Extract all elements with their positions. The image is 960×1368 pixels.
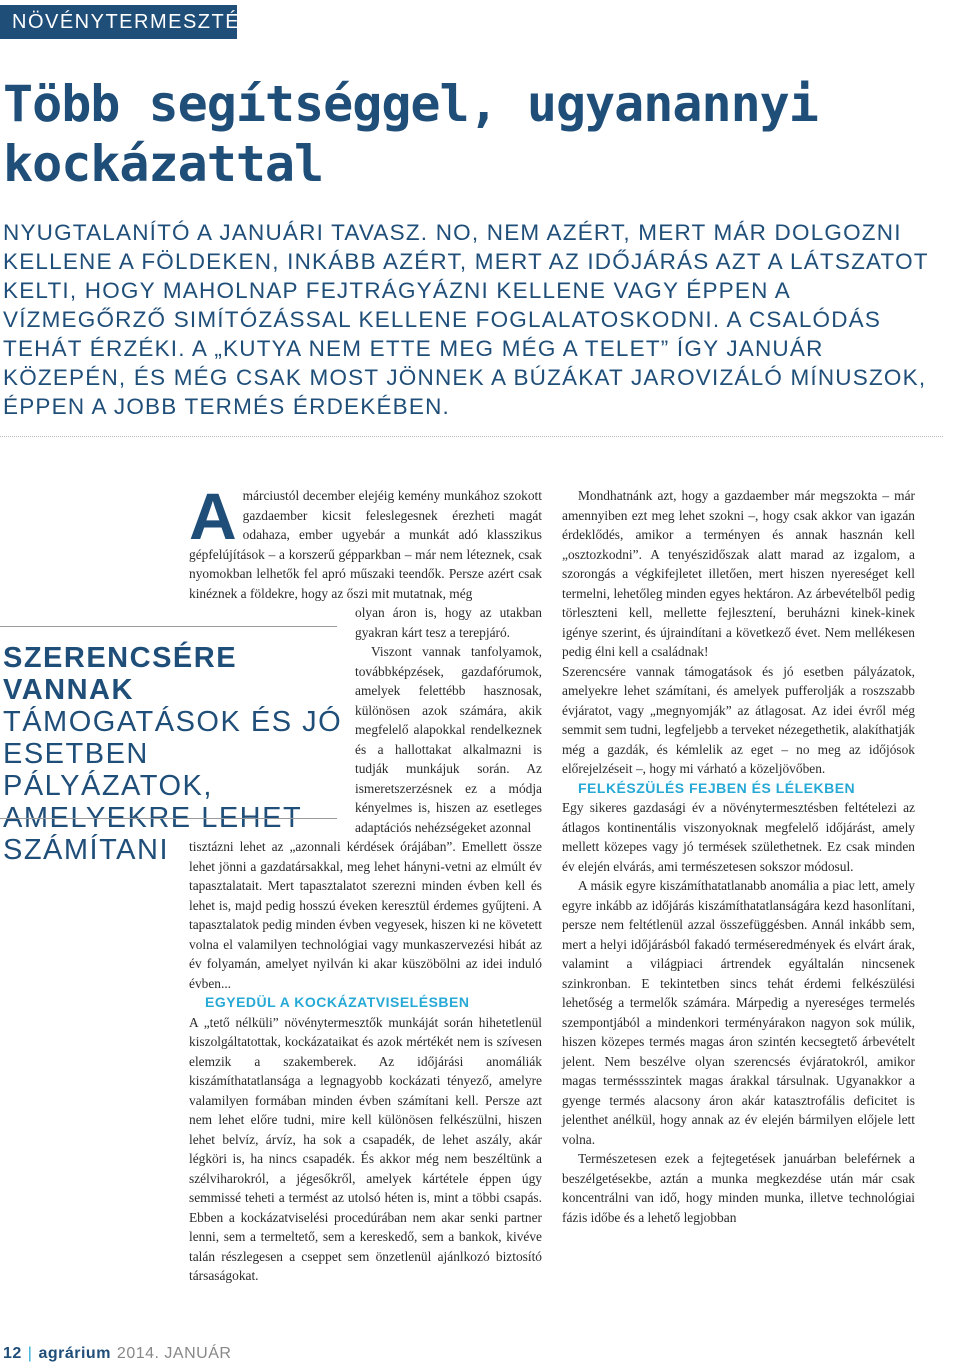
right-paragraph-1: Mondhatnánk azt, hogy a gazdaember már megszokta – már amennyiben ezt meg lehet szokni –, hogy csak akkor van igazán érdeklődés, amikor a terményen és annak hasznán kell „osztozkodni”. A tenyészidőszak alatt marad az izgalom, a szorongás a végkifejletet illetően, mert hiszen nyereséget kell termelni, lehetőleg minden egyes hektáron. Az árbevételből pedig törleszteni kell, mellette fejlesztení, beruházni kinek-kinek igénye szerint, és újraindítani a következő évet. Nem mellékesen pedig élni kell a családnak!: [562, 488, 915, 659]
subsection-2-paragraph-2: A másik egyre kiszámíthatatlanabb anomália a piac lett, amely egyre inkább az időjárás kiszámíthatatlanságára kezd hasonlítani, persze nem feltétlenül azzal összefüggésben. Annál inkább sem, mert a helyi időjárásból fakadó terméseredmények és elvárt árak, valamint a világpiaci ártrendek egyáltalán nincsenek szinkronban. E tekintetben sincs tehát érdemi felkészülési lehetőség a termelők számára. Márpedig a nyereséges termelés szempontjából a mindenkori terményárakon nagyon sok múlik, hiszen közepes termés magas áron szintén kecsegtető árbevételt jelent. Nem beszélve olyan szerencsés évjáratokról, amikor magas terméssszintek magas árakkal társulnak. Ugyanakkor a gyenge termés alacsony áron akár katasztrofális deficitet is jelenthet anélkül, hogy annak az év elején bármilyen előjele lett volna.: [562, 878, 915, 1147]
pull-quote-bottom-rule: [0, 818, 337, 819]
intro-paragraph: márciustól december elejéig kemény munkához szokott gazdaember kicsit feleslegesnek érezheti magát odahaza, ember ugyebár a munkát adó klasszikus gépfelújítások – a korszerű gépparkban – már nem léteznek, csak nyomokban lelhetők fel apró műszaki teendők. Persze azért csak kinéznek a földekre, hogy az őszi mit mutatnak, még: [189, 488, 542, 601]
subheading-2: FELKÉSZÜLÉS FEJBEN ÉS LÉLEKBEN: [578, 779, 856, 796]
section-tag: NÖVÉNYTERMESZTÉS: [0, 5, 237, 39]
pull-quote: [3, 642, 348, 866]
footer-separator: |: [27, 1345, 33, 1362]
wrap-paragraph-2: Viszont vannak tanfolyamok, továbbképzések, gazdafórumok, amelyek felettébb hasznosak, különösen azok számára, akik megfelelő alapokkal rendelkeznek és a hallottakat alkalmazni is tudják munkájuk során. Az ismeretszerzésnek ez a módja kényelmes is, hiszen az esetleges adaptációs nehézségeket azonnal: [355, 644, 542, 835]
pull-quote-top-rule: [0, 626, 337, 627]
continuation-paragraph: tisztázni lehet az „azonnali kérdések órájában”. Emellett össze lehet jönni a gazdatársakkal, meg lehet hányni-vetni az elmúlt év tapasztalatait. Mert tapasztalatot szerezni minden évben kell és lehet is, majd pedig hosszú éveken keresztül érdemes gyűjteni. A tapasztalatok pedig minden évben vegyesek, hiszen ki ne követett volna el valamilyen technológiai vagy munkaszervezési hibát az év folyamán, amelyet nyilván ki akar küszöbölni az idei induló évben...: [189, 839, 542, 991]
subsection-2-paragraph-3: Természetesen ezek a fejtegetések januárban beleférnek a beszélgetésekbe, aztán a munka megkezdése után már csak koncentrálni van idő, hogy minden munka, illetve technológiai fázis időbe és a lehető legjobban: [562, 1151, 915, 1225]
pull-quote-rest: TÁMOGATÁSOK ÉS JÓ ESETBEN PÁLYÁZATOK, AMELYEKRE LEHET SZÁMÍTANI: [3, 706, 343, 866]
article-column-middle: [189, 837, 542, 1286]
article-headline: Több segítséggel, ugyanannyi kockázattal: [3, 75, 818, 193]
subheading-1: EGYEDÜL A KOCKÁZATVISELÉSBEN: [205, 994, 470, 1010]
page-number: 12: [3, 1345, 22, 1362]
article-lead: NYUGTALANÍTÓ A JANUÁRI TAVASZ. NO, NEM AZÉRT, MERT MÁR DOLGOZNI KELLENE A FÖLDEKEN, INKÁBB AZÉRT, MERT AZ IDŐJÁRÁS AZT A LÁTSZATOT KELTI, HOGY MAHOLNAP FEJTRÁGYÁZNI KELLENE VAGY ÉPPEN A VÍZMEGŐRZŐ SIMÍTÓZÁSSAL KELLENE FOGLALATOSKODNI. A CSALÓDÁS TEHÁT ÉRZÉKI. A „KUTYA NEM ETTE MEG MÉG A TELET” ÍGY JANUÁR KÖZEPÉN, ÉS MÉG CSAK MOST JÖNNEK A BÚZÁKAT JAROVIZÁLÓ MÍNUSZOK, ÉPPEN A JOBB TERMÉS ÉRDEKÉBEN.: [3, 220, 929, 419]
pull-quote-bold: SZERENCSÉRE VANNAK: [3, 642, 238, 706]
issue-date: 2014. JANUÁR: [116, 1345, 232, 1362]
article-intro: [189, 479, 542, 603]
wrap-text-column: [355, 603, 542, 837]
subsection-2-paragraph-1: Egy sikeres gazdasági év a növénytermesztésben feltételezi az átlagos kontinentális viszonyoknak megfelelő időjárást, amely mellett közepes vagy jó termések születhetnek. Ez csak minden év elején elvárás, ami természetesen sokszor módosul.: [562, 800, 915, 874]
page-footer: [3, 1342, 231, 1366]
wrap-paragraph-1: olyan áron is, hogy az utakban gyakran kárt tesz a terepjáró.: [355, 605, 542, 640]
article-column-right: [562, 486, 915, 1227]
drop-cap: A: [189, 479, 237, 553]
magazine-name: agrárium: [38, 1345, 111, 1362]
right-paragraph-2: Szerencsére vannak támogatások és jó esetben pályázatok, amelyekre lehet számítani, és amelyek pufferolják a roszszabb évjáratot, vagy „megnyomják” az átlagosat. Az idei évről még semmit sem tudni, legfeljebb a terveket nézegethetik, alakíthatják még a gazdák, és kémlelik az eget – no meg az időjósok előrejelzéseit –, hogy mi várható a közeljövőben.: [562, 663, 915, 776]
divider: [0, 436, 943, 437]
subsection-1-paragraph: A „tető nélküli” növénytermesztők munkáját során hihetetlenül kiszolgáltatottak, kockázataikat és azok mértékét nem is szívesen elemzik a szakemberek. Az időjárási anomáliák kiszámíthatatlansága a legnagyobb kockázati tényező, amelyre valamilyen formában minden évben számítani kell. Persze azt nem lehet előre tudni, mire kell különösen felkészülni, hiszen lehet belvíz, árvíz, ha sok a csapadék, de lehet aszály, akár légköri is, ha nincs csapadék. És akkor még nem beszéltünk a szélviharokról, a jégesőkről, amelyek kártétele éppen úgy semmissé teheti a termést az utolsó héten is, mint a többi csapás. Ebben a kockázatviselési procedúrában nem akar senki partner lenni, sem a termeltető, sem a kereskedő, sem a bankok, kivéve talán részlegesen a cseppet sem önzetlenül ajánlkozó biztosító társaságokat.: [189, 1014, 542, 1283]
